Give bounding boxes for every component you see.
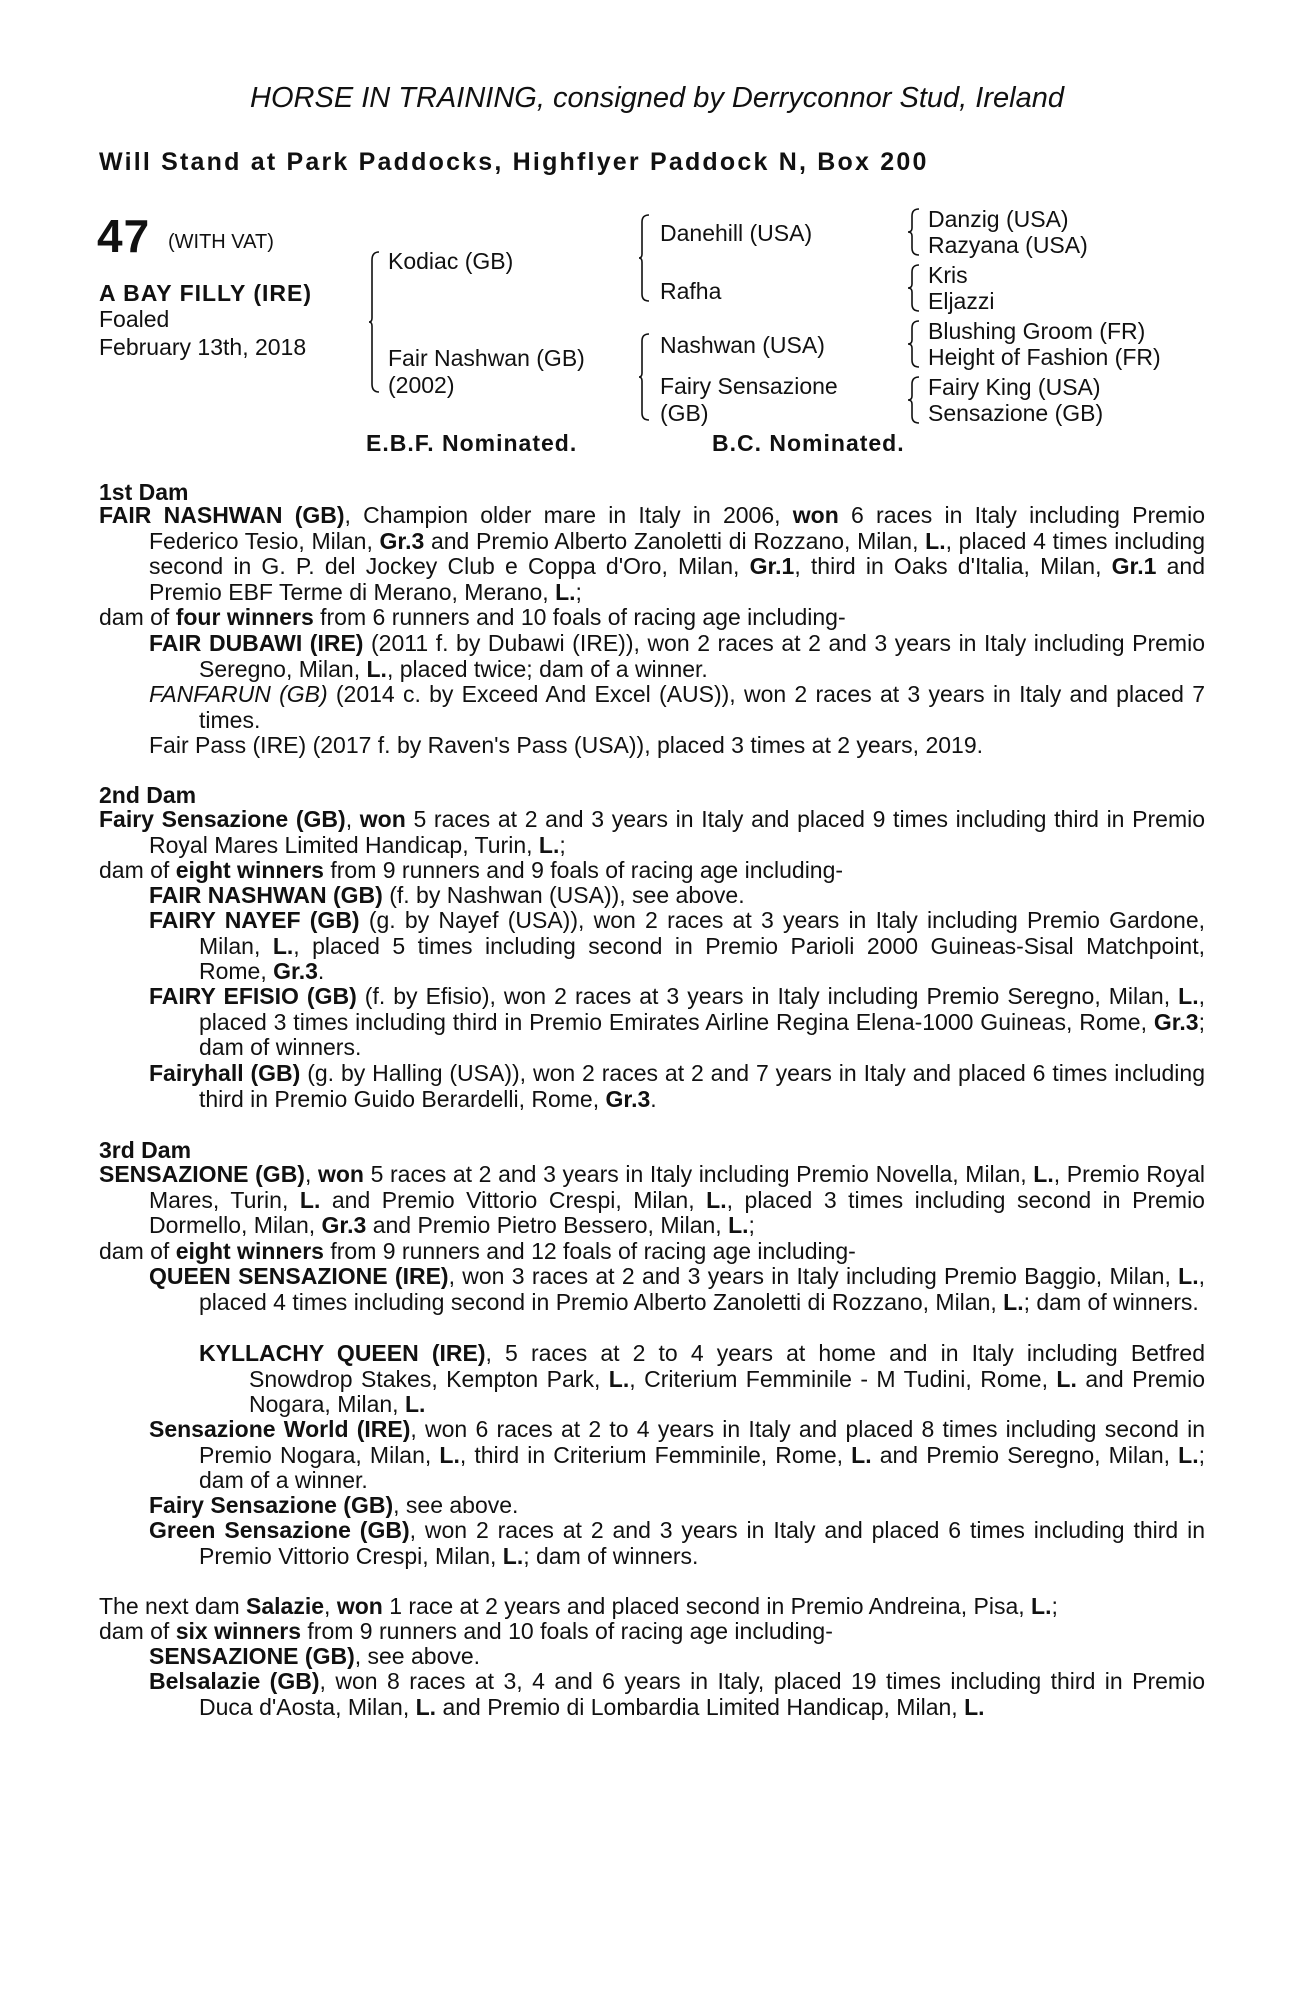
pedigree-ggp-7: Fairy King (USA) [928, 374, 1101, 400]
pedigree-dam-sire: Nashwan (USA) [660, 332, 825, 358]
bc-nomination: B.C. Nominated. [712, 430, 905, 456]
produce-sensazione-world: Sensazione World (IRE), won 6 races at 2 to 4 years in Italy and placed 8 times including second in Premio Nogara, Milan, L., third in Criterium Femminile, Rome, L. and Premio Seregno, Milan, L.; dam of a winner. [149, 1416, 1205, 1493]
pedigree-bracket-dam [638, 332, 650, 422]
pedigree-bracket-main [368, 250, 380, 395]
pedigree-dam-dam: Fairy Sensazione [660, 373, 838, 399]
produce-kyllachy-queen: KYLLACHY QUEEN (IRE), 5 races at 2 to 4 years at home and in Italy including Betfred Snowdrop Stakes, Kempton Park, L., Criterium Femminile - M Tudini, Rome, L. and Premio Nogara, Milan, L. [199, 1340, 1205, 1417]
next-dam-record: The next dam Salazie, won 1 race at 2 years and placed second in Premio Andreina, Pisa, L.; [99, 1593, 1058, 1619]
first-dam-record: FAIR NASHWAN (GB), Champion older mare in Italy in 2006, won 6 races in Italy including Premio Federico Tesio, Milan, Gr.3 and Premio Alberto Zanoletti di Rozzano, Milan, L., placed 4 times including second in G. P. del Jockey Club e Coppa d'Oro, Milan, Gr.1, third in Oaks d'Italia, Milan, Gr.1 and Premio EBF Terme di Merano, Merano, L.; [99, 502, 1205, 605]
pedigree-bracket-sire [638, 213, 650, 303]
pedigree-bracket-ggp-2 [906, 262, 920, 314]
produce-queen-sensazione: QUEEN SENSAZIONE (IRE), won 3 races at 2 and 3 years in Italy including Premio Baggio, Milan, L., placed 4 times including second in Premio Alberto Zanoletti di Rozzano, Milan, L.; dam of winners. [149, 1263, 1205, 1315]
first-dam-produce-summary: dam of four winners from 6 runners and 10 foals of racing age including- [99, 604, 846, 630]
pedigree-sire: Kodiac (GB) [388, 248, 514, 274]
catalogue-header-location: Will Stand at Park Paddocks, Highflyer Paddock N, Box 200 [99, 148, 929, 176]
produce-sensazione: SENSAZIONE (GB), see above. [149, 1643, 481, 1669]
third-dam-record: SENSAZIONE (GB), won 5 races at 2 and 3 years in Italy including Premio Novella, Milan, L., Premio Royal Mares, Turin, L. and Premio Vittorio Crespi, Milan, L., placed 3 times including second in Premio Dormello, Milan, Gr.3 and Premio Pietro Bessero, Milan, L.; [99, 1161, 1206, 1238]
produce-fair-dubawi: FAIR DUBAWI (IRE) (2011 f. by Dubawi (IRE)), won 2 races at 2 and 3 years in Italy including Premio Seregno, Milan, L., placed twice; dam of a winner. [149, 630, 1205, 682]
produce-fairyhall: Fairyhall (GB) (g. by Halling (USA)), won 2 races at 2 and 7 years in Italy and placed 6 times including third in Premio Guido Berardelli, Rome, Gr.3. [149, 1060, 1205, 1112]
produce-fair-pass: Fair Pass (IRE) (2017 f. by Raven's Pass (USA)), placed 3 times at 2 years, 2019. [149, 732, 983, 758]
pedigree-ggp-6: Height of Fashion (FR) [928, 344, 1161, 370]
produce-green-sensazione: Green Sensazione (GB), won 2 races at 2 and 3 years in Italy and placed 6 times including third in Premio Vittorio Crespi, Milan, L.; dam of winners. [149, 1517, 1205, 1569]
first-dam-heading: 1st Dam [99, 479, 189, 505]
pedigree-bracket-ggp-4 [906, 374, 920, 426]
pedigree-ggp-4: Eljazzi [928, 288, 995, 314]
pedigree-ggp-2: Razyana (USA) [928, 232, 1088, 258]
produce-belsalazie: Belsalazie (GB), won 8 races at 3, 4 and 6 years in Italy, placed 19 times including third in Premio Duca d'Aosta, Milan, L. and Premio di Lombardia Limited Handicap, Milan, L. [149, 1668, 1205, 1720]
produce-fairy-nayef: FAIRY NAYEF (GB) (g. by Nayef (USA)), won 2 races at 3 years in Italy including Premio Gardone, Milan, L., placed 5 times including second in Premio Parioli 2000 Guineas-Sisal Matchpoint, Rome, Gr.3. [149, 907, 1205, 984]
pedigree-ggp-8: Sensazione (GB) [928, 400, 1104, 426]
pedigree-bracket-ggp-1 [906, 206, 920, 258]
second-dam-produce-summary: dam of eight winners from 9 runners and 9 foals of racing age including- [99, 857, 844, 883]
pedigree-sire-sire: Danehill (USA) [660, 220, 813, 246]
pedigree-ggp-5: Blushing Groom (FR) [928, 318, 1146, 344]
pedigree-ggp-3: Kris [928, 262, 968, 288]
foaled-label: Foaled [99, 306, 170, 332]
horse-name: A BAY FILLY (IRE) [99, 280, 312, 306]
second-dam-record: Fairy Sensazione (GB), won 5 races at 2 and 3 years in Italy and placed 9 times including third in Premio Royal Mares Limited Handicap, Turin, L.; [99, 806, 1206, 858]
third-dam-heading: 3rd Dam [99, 1137, 192, 1163]
pedigree-dam-year: (2002) [388, 372, 455, 398]
lot-number: 47 [97, 210, 151, 262]
second-dam-heading: 2nd Dam [99, 782, 197, 808]
next-dam-produce-summary: dam of six winners from 9 runners and 10 foals of racing age including- [99, 1618, 833, 1644]
catalogue-header-title: HORSE IN TRAINING, consigned by Derryconnor Stud, Ireland [250, 82, 1064, 114]
pedigree-bracket-ggp-3 [906, 318, 920, 370]
ebf-nomination: E.B.F. Nominated. [366, 430, 578, 456]
foaled-date: February 13th, 2018 [99, 334, 307, 360]
pedigree-sire-dam: Rafha [660, 278, 722, 304]
produce-fanfarun: FANFARUN (GB) (2014 c. by Exceed And Excel (AUS)), won 2 races at 3 years in Italy and placed 7 times. [149, 681, 1205, 733]
pedigree-dam-dam-suffix: (GB) [660, 400, 709, 426]
third-dam-produce-summary: dam of eight winners from 9 runners and 12 foals of racing age including- [99, 1238, 856, 1264]
pedigree-dam: Fair Nashwan (GB) [388, 345, 585, 371]
produce-fairy-efisio: FAIRY EFISIO (GB) (f. by Efisio), won 2 races at 3 years in Italy including Premio Seregno, Milan, L., placed 3 times including third in Premio Emirates Airline Regina Elena-1000 Guineas, Rome, Gr.3; dam of winners. [149, 983, 1205, 1060]
produce-fairy-sensazione: Fairy Sensazione (GB), see above. [149, 1492, 519, 1518]
produce-fair-nashwan: FAIR NASHWAN (GB) (f. by Nashwan (USA)), see above. [149, 882, 745, 908]
pedigree-ggp-1: Danzig (USA) [928, 206, 1069, 232]
vat-note: (WITH VAT) [168, 231, 274, 253]
